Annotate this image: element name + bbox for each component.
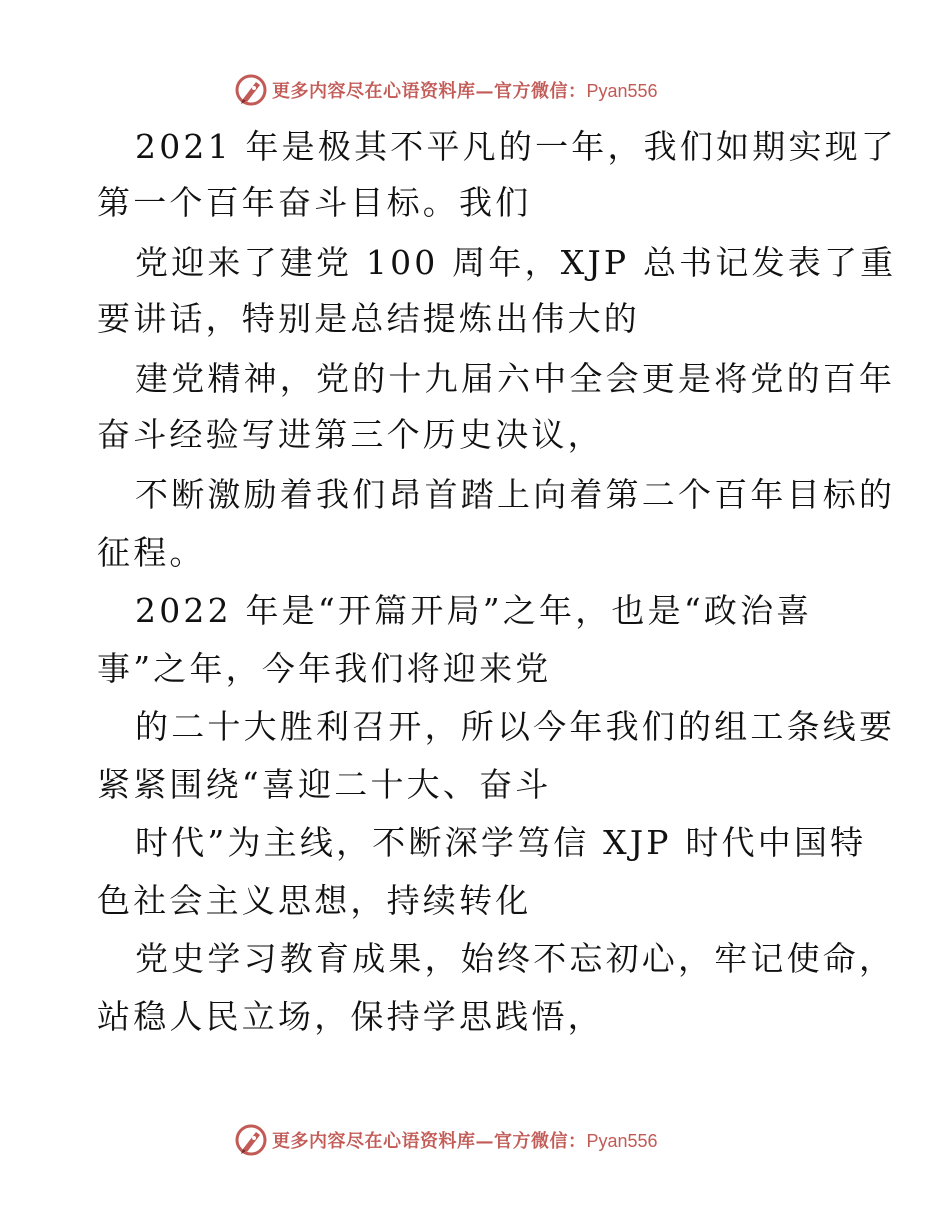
text-line: 站稳人民立场，保持学思践悟， bbox=[97, 997, 604, 1036]
header-watermark bbox=[234, 70, 658, 110]
watermark-wechat-id: Pyan556 bbox=[586, 81, 658, 101]
footer-watermark bbox=[234, 1120, 658, 1160]
text-line: 建党精神，党的十九届六中全会更是将党的百年 bbox=[135, 359, 896, 398]
text-line: 党迎来了建党 100 周年，XJP 总书记发表了重 bbox=[135, 243, 897, 282]
pen-logo-icon bbox=[234, 1123, 268, 1157]
watermark-label: 更多内容尽在心语资料库—官方微信：Pyan556 bbox=[272, 1131, 658, 1152]
text-line: 不断激励着我们昂首踏上向着第二个百年目标的 bbox=[135, 475, 896, 514]
text-line: 征程。 bbox=[97, 533, 206, 572]
text-line: 2021 年是极其不平凡的一年，我们如期实现了 bbox=[135, 127, 898, 166]
text-line: 事”之年，今年我们将迎来党 bbox=[97, 649, 552, 688]
pen-logo-icon bbox=[234, 73, 268, 107]
text-line: 的二十大胜利召开，所以今年我们的组工条线要 bbox=[135, 707, 896, 746]
watermark-label: 更多内容尽在心语资料库—官方微信：Pyan556 bbox=[272, 81, 658, 102]
text-line: 2022 年是“开篇开局”之年，也是“政治喜 bbox=[135, 591, 813, 630]
text-line: 第一个百年奋斗目标。我们 bbox=[97, 183, 532, 222]
watermark-wechat-id: Pyan556 bbox=[586, 1131, 658, 1151]
text-line: 党史学习教育成果，始终不忘初心，牢记使命， bbox=[135, 939, 896, 978]
text-line: 色社会主义思想，持续转化 bbox=[97, 881, 532, 920]
text-line: 要讲话，特别是总结提炼出伟大的 bbox=[97, 299, 640, 338]
text-line: 时代”为主线，不断深学笃信 XJP 时代中国特 bbox=[135, 823, 867, 862]
text-line: 紧紧围绕“喜迎二十大、奋斗 bbox=[97, 765, 552, 804]
text-line: 奋斗经验写进第三个历史决议， bbox=[97, 415, 604, 454]
